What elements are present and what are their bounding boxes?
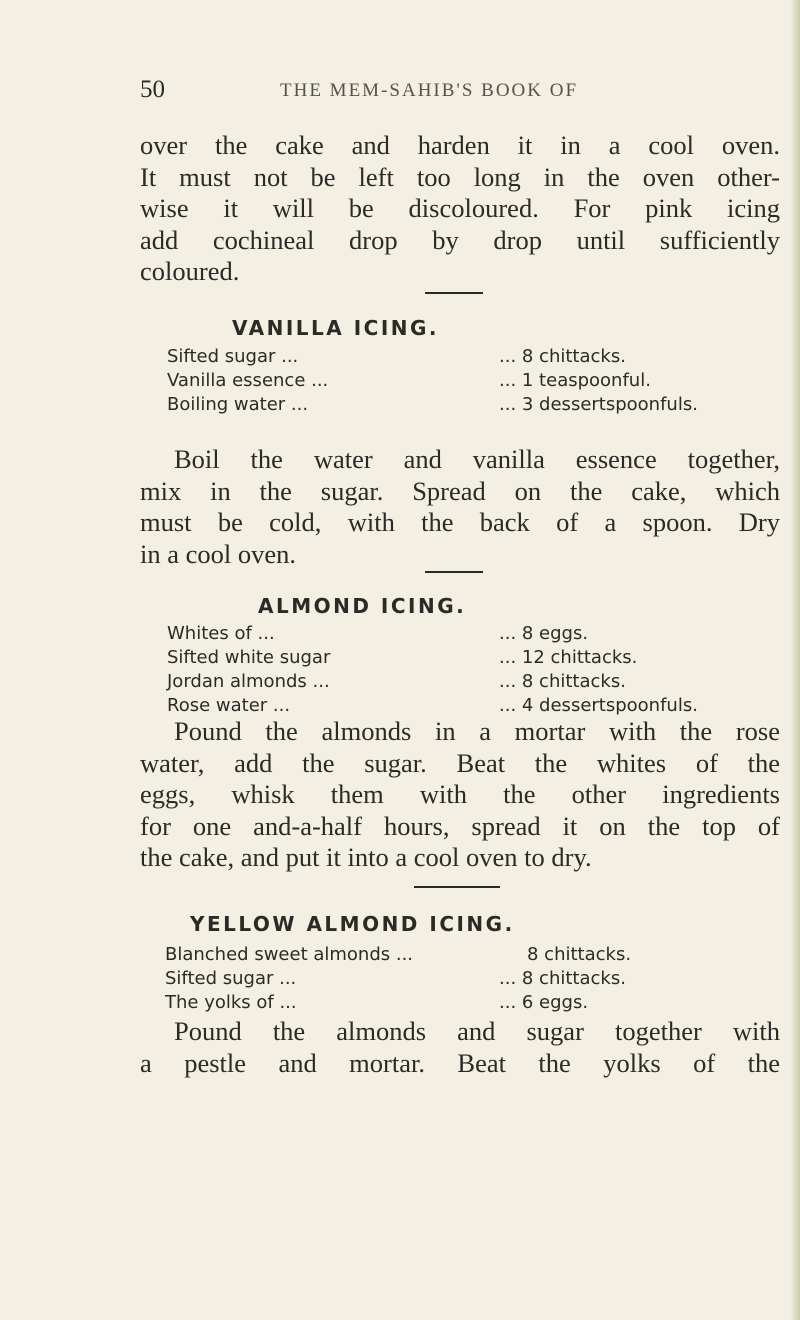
ingredient-name: Rose water ...: [167, 695, 291, 716]
ingredient-list: [167, 346, 777, 418]
ingredient-name: Jordan almonds ...: [167, 671, 330, 692]
text-line: water, add the sugar. Beat the whites of the: [140, 747, 780, 778]
ingredient-quantity: ... 8 chittacks.: [499, 671, 626, 692]
text-line: wise it will be discoloured. For pink icing: [140, 193, 780, 223]
text-line: a pestle and mortar. Beat the yolks of the: [140, 1047, 780, 1078]
page-header: [140, 76, 780, 106]
ingredient-quantity: ... 3 dessertspoonfuls.: [499, 394, 698, 415]
ingredient-list: [165, 944, 777, 1016]
page-number: 50: [140, 76, 165, 103]
ingredient-row: [167, 346, 777, 370]
intro-paragraph: [140, 130, 780, 288]
text-line: must be cold, with the back of a spoon. Dry: [140, 507, 780, 537]
section-heading: VANILLA ICING.: [232, 316, 440, 340]
method-paragraph: [140, 1016, 780, 1079]
text-line: mix in the sugar. Spread on the cake, which: [140, 475, 780, 506]
text-line: the cake, and put it into a cool oven to dry.: [140, 842, 592, 872]
ingredient-quantity: ... 4 dessertspoonfuls.: [499, 695, 698, 716]
ingredient-name: The yolks of ...: [165, 992, 297, 1013]
section-divider: [414, 886, 500, 888]
ingredient-row: [167, 623, 777, 647]
text-line: for one and-a-half hours, spread it on the top of: [140, 810, 780, 841]
ingredient-quantity: ... 8 chittacks.: [499, 346, 626, 367]
ingredient-name: Blanched sweet almonds ...: [165, 944, 414, 965]
text-line: add cochineal drop by drop until sufficiently: [140, 224, 780, 255]
text-line: Pound the almonds and sugar together with: [174, 1016, 780, 1046]
ingredient-row: [165, 944, 777, 968]
ingredient-name: Sifted sugar ...: [167, 346, 299, 367]
ingredient-quantity: ... 12 chittacks.: [499, 647, 638, 668]
ingredient-list: [167, 623, 777, 719]
text-line: in a cool oven.: [140, 538, 297, 569]
ingredient-name: Sifted sugar ...: [165, 968, 297, 989]
text-line: Boil the water and vanilla essence together,: [174, 444, 780, 474]
ingredient-quantity: ... 6 eggs.: [499, 992, 589, 1013]
page-edge: [790, 0, 800, 1320]
ingredient-row: [167, 394, 777, 418]
ingredient-name: Boiling water ...: [167, 394, 309, 415]
ingredient-row: [165, 968, 777, 992]
ingredient-row: [167, 647, 777, 671]
ingredient-quantity: 8 chittacks.: [527, 944, 632, 965]
text-line: eggs, whisk them with the other ingredients: [140, 779, 780, 809]
ingredient-name: Sifted white sugar: [167, 647, 331, 668]
method-paragraph: [140, 716, 780, 874]
ingredient-name: Vanilla essence ...: [167, 370, 329, 391]
section-divider: [425, 571, 483, 573]
ingredient-row: [165, 992, 777, 1016]
text-line: over the cake and harden it in a cool oven.: [140, 130, 780, 160]
section-divider: [425, 292, 483, 294]
ingredient-row: [167, 671, 777, 695]
text-line: coloured.: [140, 256, 240, 286]
ingredient-row: [167, 370, 777, 394]
running-title: THE MEM-SAHIB'S BOOK OF: [280, 80, 579, 101]
text-line: It must not be left too long in the oven other-: [140, 161, 780, 192]
section-heading: YELLOW ALMOND ICING.: [190, 912, 515, 936]
text-line: Pound the almonds in a mortar with the rose: [174, 716, 780, 746]
ingredient-quantity: ... 8 eggs.: [499, 623, 589, 644]
method-paragraph: [140, 444, 780, 570]
ingredient-quantity: ... 8 chittacks.: [499, 968, 626, 989]
ingredient-quantity: ... 1 teaspoonful.: [499, 370, 651, 391]
ingredient-name: Whites of ...: [167, 623, 275, 644]
section-heading: ALMOND ICING.: [258, 594, 467, 618]
